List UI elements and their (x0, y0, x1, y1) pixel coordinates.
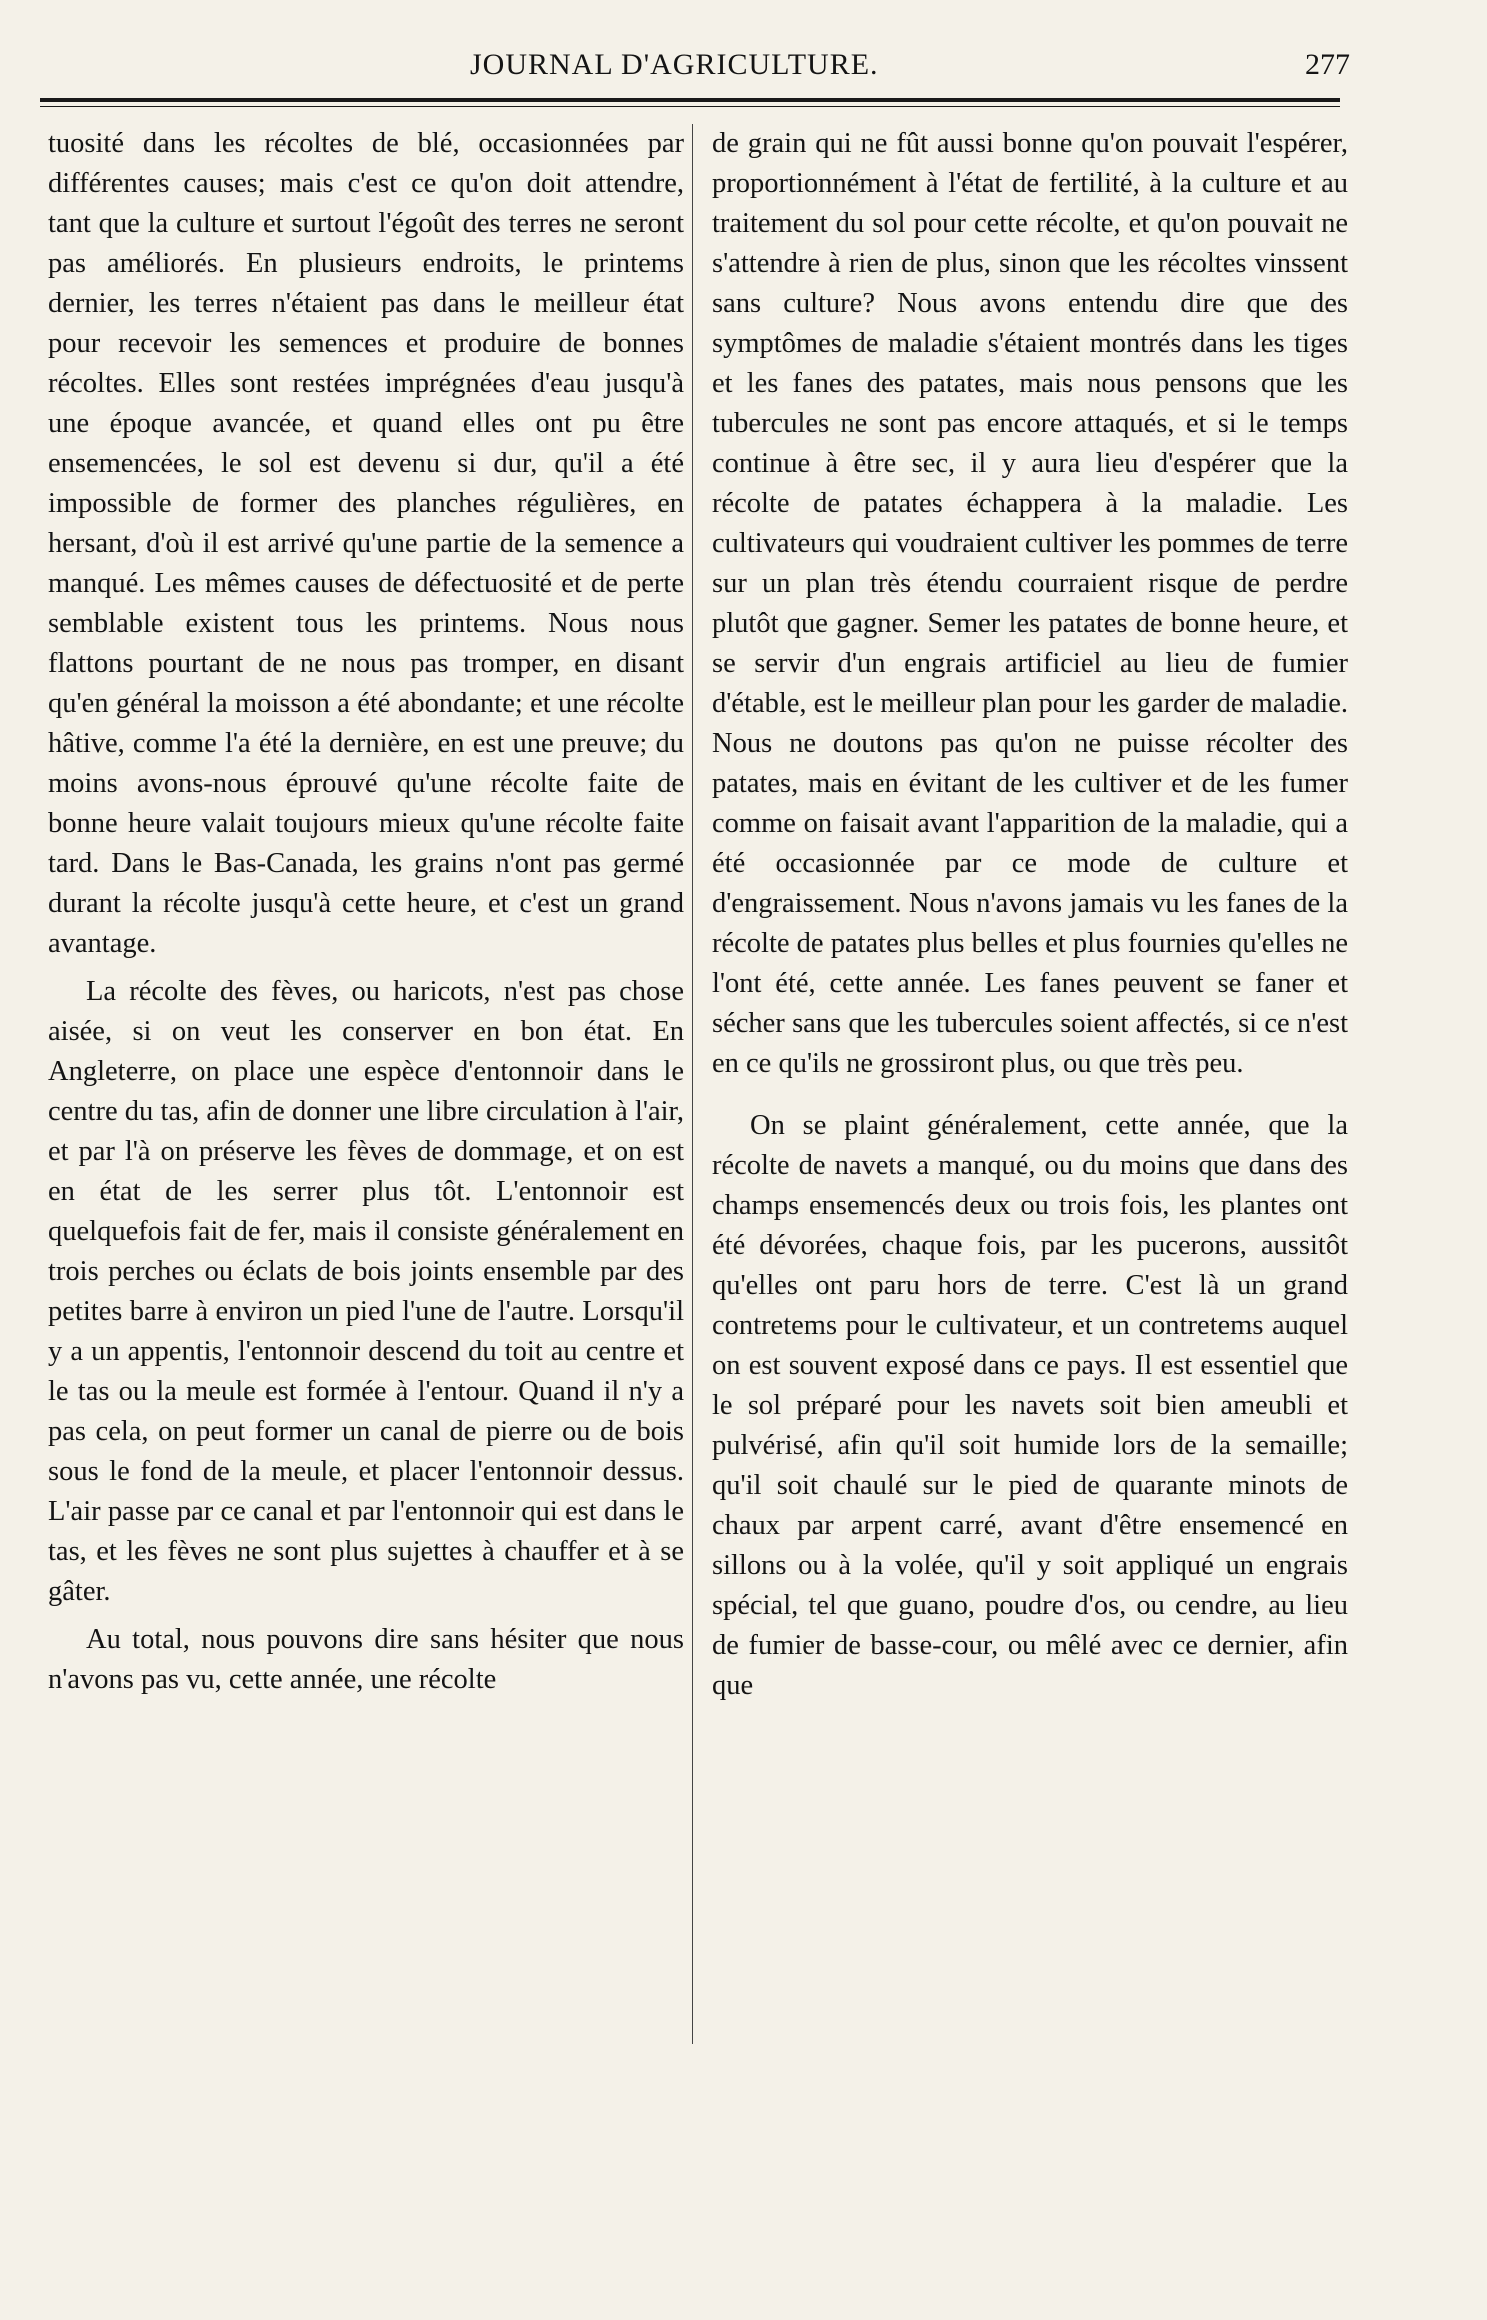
page-header (40, 48, 1350, 94)
left-paragraph-1: tuosité dans les récoltes de blé, occasionnées par différentes causes; mais c'est ce qu'on doit attendre, tant que la culture et surtout l'égoût des terres ne seront pas améliorés. En plusieurs endroits, le printems dernier, les terres n'étaient pas dans le meilleur état pour recevoir les semences et produire de bonnes récoltes. Elles sont restées imprégnées d'eau jusqu'à une époque avancée, et quand elles ont pu être ensemencées, le sol est devenu si dur, qu'il a été impossible de former des planches régulières, en hersant, d'où il est arrivé qu'une partie de la semence a manqué. Les mêmes causes de défectuosité et de perte semblable existent tous les printems. Nous nous flattons pourtant de ne nous pas tromper, en disant qu'en général la moisson a été abondante; et une récolte hâtive, comme l'a été la dernière, en est une preuve; du moins avons-nous éprouvé qu'une récolte faite de bonne heure valait toujours mieux qu'une récolte faite tard. Dans le Bas-Canada, les grains n'ont pas germé durant la récolte jusqu'à cette heure, et c'est un grand avantage. (48, 128, 684, 959)
column-divider (692, 124, 693, 2044)
right-column (712, 124, 1348, 2044)
left-paragraph-3: Au total, nous pouvons dire sans hésiter que nous n'avons pas vu, cette année, une récolte (48, 1624, 684, 1695)
running-title: JOURNAL D'AGRICULTURE. (470, 48, 879, 81)
left-column (48, 124, 684, 2044)
right-paragraph-2: On se plaint généralement, cette année, que la récolte de navets a manqué, ou du moins que dans des champs ensemencés deux ou trois fois, les plantes ont été dévorées, chaque fois, par les pucerons, aussitôt qu'elles ont paru hors de terre. C'est là un grand contretems pour le cultivateur, et un contretems auquel on est souvent exposé dans ce pays. Il est essentiel que le sol préparé pour les navets soit bien ameubli et pulvérisé, afin qu'il soit humide lors de la semaille; qu'il soit chaulé sur le pied de quarante minots de chaux par arpent carré, avant d'être ensemencé en sillons ou à la volée, qu'il y soit appliqué un engrais spécial, tel que guano, poudre d'os, ou cendre, au lieu de fumier de basse-cour, ou mêlé avec ce dernier, afin que (712, 1110, 1348, 1701)
left-paragraph-2: La récolte des fèves, ou haricots, n'est pas chose aisée, si on veut les conserver en bon état. En Angleterre, on place une espèce d'entonnoir dans le centre du tas, afin de donner une libre circulation à l'air, et par l'à on préserve les fèves de dommage, et on est en état de les serrer plus tôt. L'entonnoir est quelquefois fait de fer, mais il consiste généralement en trois perches ou éclats de bois joints ensemble par des petites barre à environ un pied l'une de l'autre. Lorsqu'il y a un appentis, l'entonnoir descend du toit au centre et le tas ou la meule est formée à l'entour. Quand il n'y a pas cela, on peut former un canal de pierre ou de bois sous le fond de la meule, et placer l'entonnoir dessus. L'air passe par ce canal et par l'entonnoir qui est dans le tas, et les fèves ne sont plus sujettes à chauffer et à se gâter. (48, 976, 684, 1607)
header-rule-thick (40, 98, 1340, 102)
right-paragraph-1: de grain qui ne fût aussi bonne qu'on pouvait l'espérer, proportionnément à l'état de fertilité, à la culture et au traitement du sol pour cette récolte, et qu'on pouvait ne s'attendre à rien de plus, sinon que les récoltes vinssent sans culture? Nous avons entendu dire que des symptômes de maladie s'étaient montrés dans les tiges et les fanes des patates, mais nous pensons que les tubercules ne sont pas encore attaqués, et si le temps continue à être sec, il y aura lieu d'espérer que la récolte de patates échappera à la maladie. Les cultivateurs qui voudraient cultiver les pommes de terre sur un plan très étendu courraient risque de perdre plutôt que gagner. Semer les patates de bonne heure, et se servir d'un engrais artificiel au lieu de fumier d'étable, est le meilleur plan pour les garder de maladie. Nous ne doutons pas qu'on ne puisse récolter des patates, mais en évitant de les cultiver et de les fumer comme on faisait avant l'apparition de la maladie, qui a été occasionnée par ce mode de culture et d'engraissement. Nous n'avons jamais vu les fanes de la récolte de patates plus belles et plus fournies qu'elles ne l'ont été, cette année. Les fanes peuvent se faner et sécher sans que les tubercules soient affectés, si ce n'est en ce qu'ils ne grossiront plus, ou que très peu. (712, 128, 1348, 1079)
page-number: 277 (1305, 48, 1350, 81)
header-rule-thin (40, 106, 1340, 107)
